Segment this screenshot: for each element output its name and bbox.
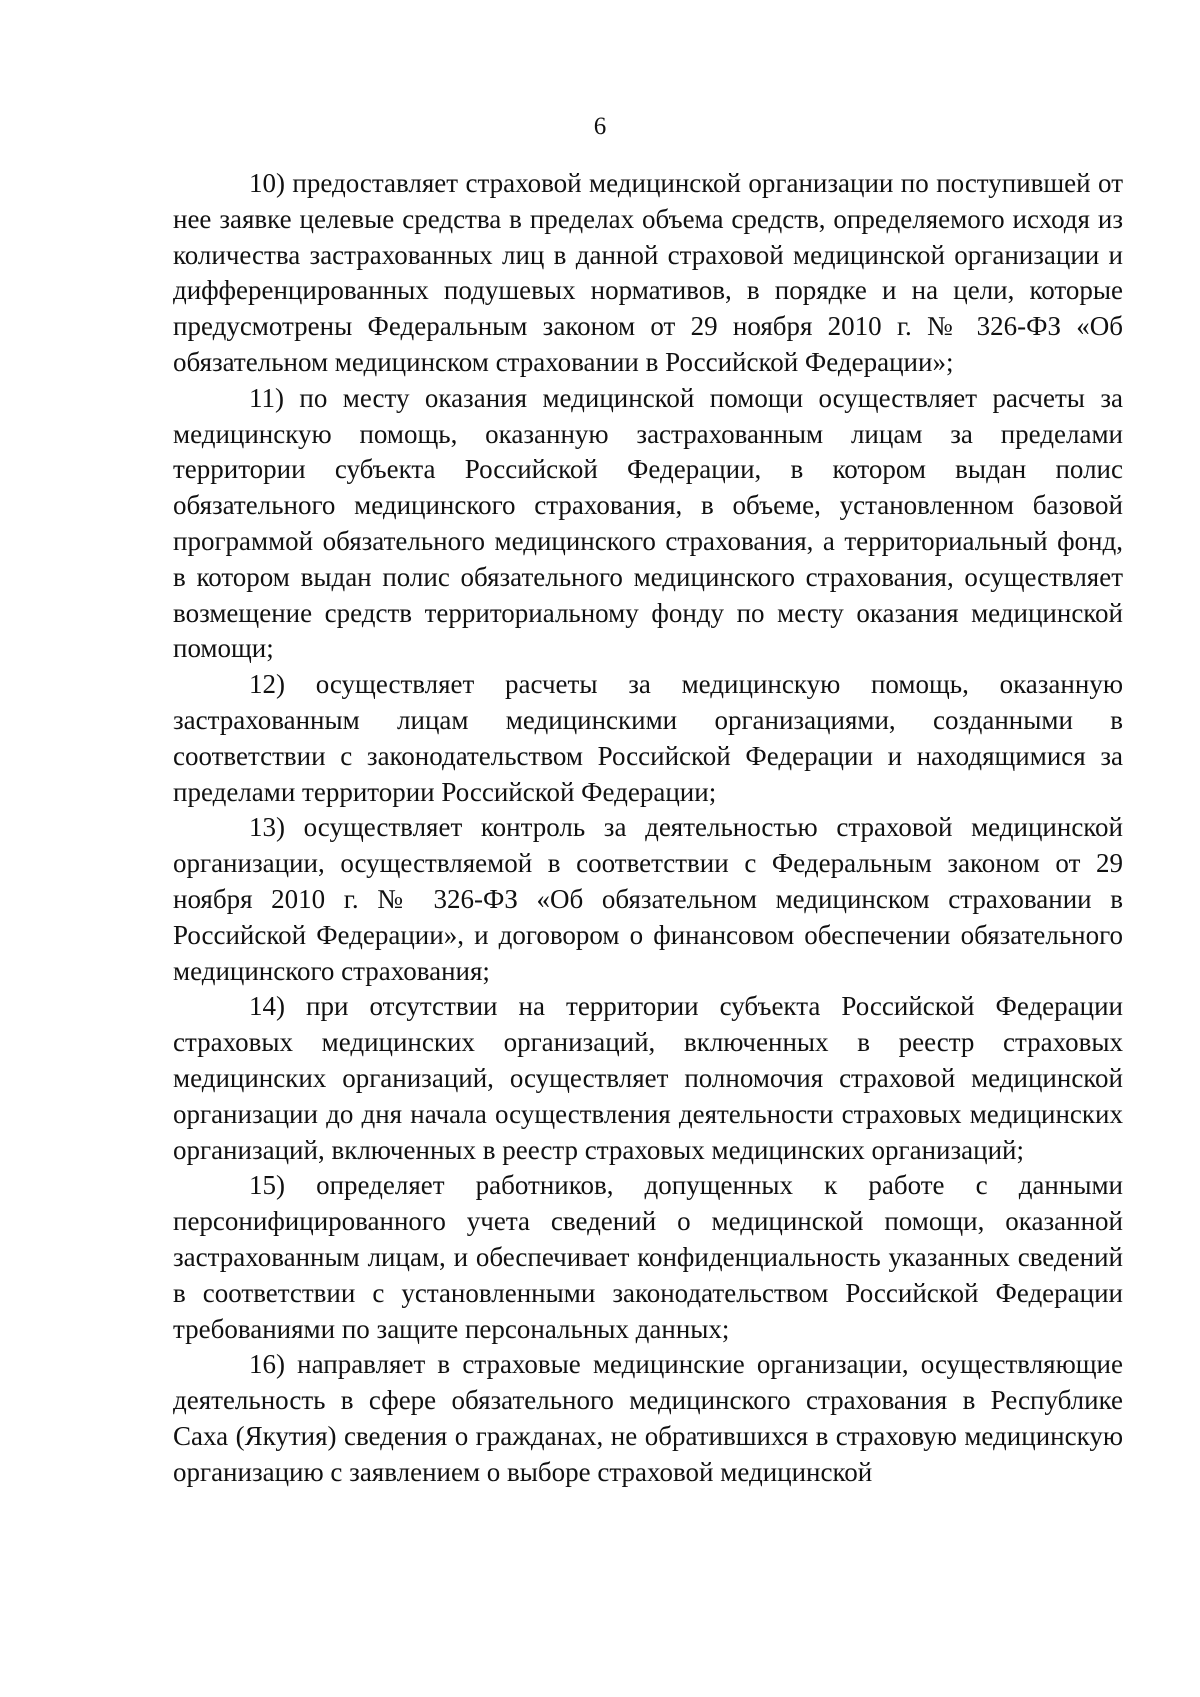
paragraph-item-13: 13) осуществляет контроль за деятельностью страховой медицинской организации, осуществляемой в соответствии с Федеральным законом от 29 ноября 2010 г. № 326-ФЗ «Об обязательном медицинском страховании в Российской Федерации», и договором о финансовом обеспечении обязательного медицинского страхования; xyxy=(173,812,1123,986)
paragraph-item-16: 16) направляет в страховые медицинские организации, осуществляющие деятельность в сфере обязательного медицинского страхования в Республике Саха (Якутия) сведения о гражданах, не обратившихся в страховую медицинскую организацию с заявлением о выборе страховой медицинской xyxy=(173,1349,1123,1487)
paragraph-item-12: 12) осуществляет расчеты за медицинскую помощь, оказанную застрахованным лицам медицинскими организациями, созданными в соответствии с законодательством Российской Федерации и находящимися за пределами территории Российской Федерации; xyxy=(173,669,1123,807)
paragraph-item-11: 11) по месту оказания медицинской помощи осуществляет расчеты за медицинскую помощь, оказанную застрахованным лицам за пределами территории субъекта Российской Федерации, в котором выдан полис обязательного медицинского страхования, в объеме, установленном базовой программой обязательного медицинского страхования, а территориальный фонд, в котором выдан полис обязательного медицинского страхования, осуществляет возмещение средств территориальному фонду по месту оказания медицинской помощи; xyxy=(173,382,1123,664)
paragraph-item-14: 14) при отсутствии на территории субъекта Российской Федерации страховых медицинских организаций, включенных в реестр страховых медицинских организаций, осуществляет полномочия страховой медицинской организации до дня начала осуществления деятельности страховых медицинских организаций, включенных в реестр страховых медицинских организаций; xyxy=(173,991,1123,1165)
page-number: 6 xyxy=(593,113,607,140)
paragraph-item-15: 15) определяет работников, допущенных к работе с данными персонифицированного учета сведений о медицинской помощи, оказанной застрахованным лицам, и обеспечивает конфиденциальность указанных сведений в соответствии с установленными законодательством Российской Федерации требованиями по защите персональных данных; xyxy=(173,1170,1123,1344)
document-body xyxy=(173,166,1123,1490)
paragraph-item-10: 10) предоставляет страховой медицинской организации по поступившей от нее заявке целевые средства в пределах объема средств, определяемого исходя из количества застрахованных лиц в данной страховой медицинской организации и дифференцированных подушевых нормативов, в порядке и на цели, которые предусмотрены Федеральным законом от 29 ноября 2010 г. № 326-ФЗ «Об обязательном медицинском страховании в Российской Федерации»; xyxy=(173,168,1123,377)
